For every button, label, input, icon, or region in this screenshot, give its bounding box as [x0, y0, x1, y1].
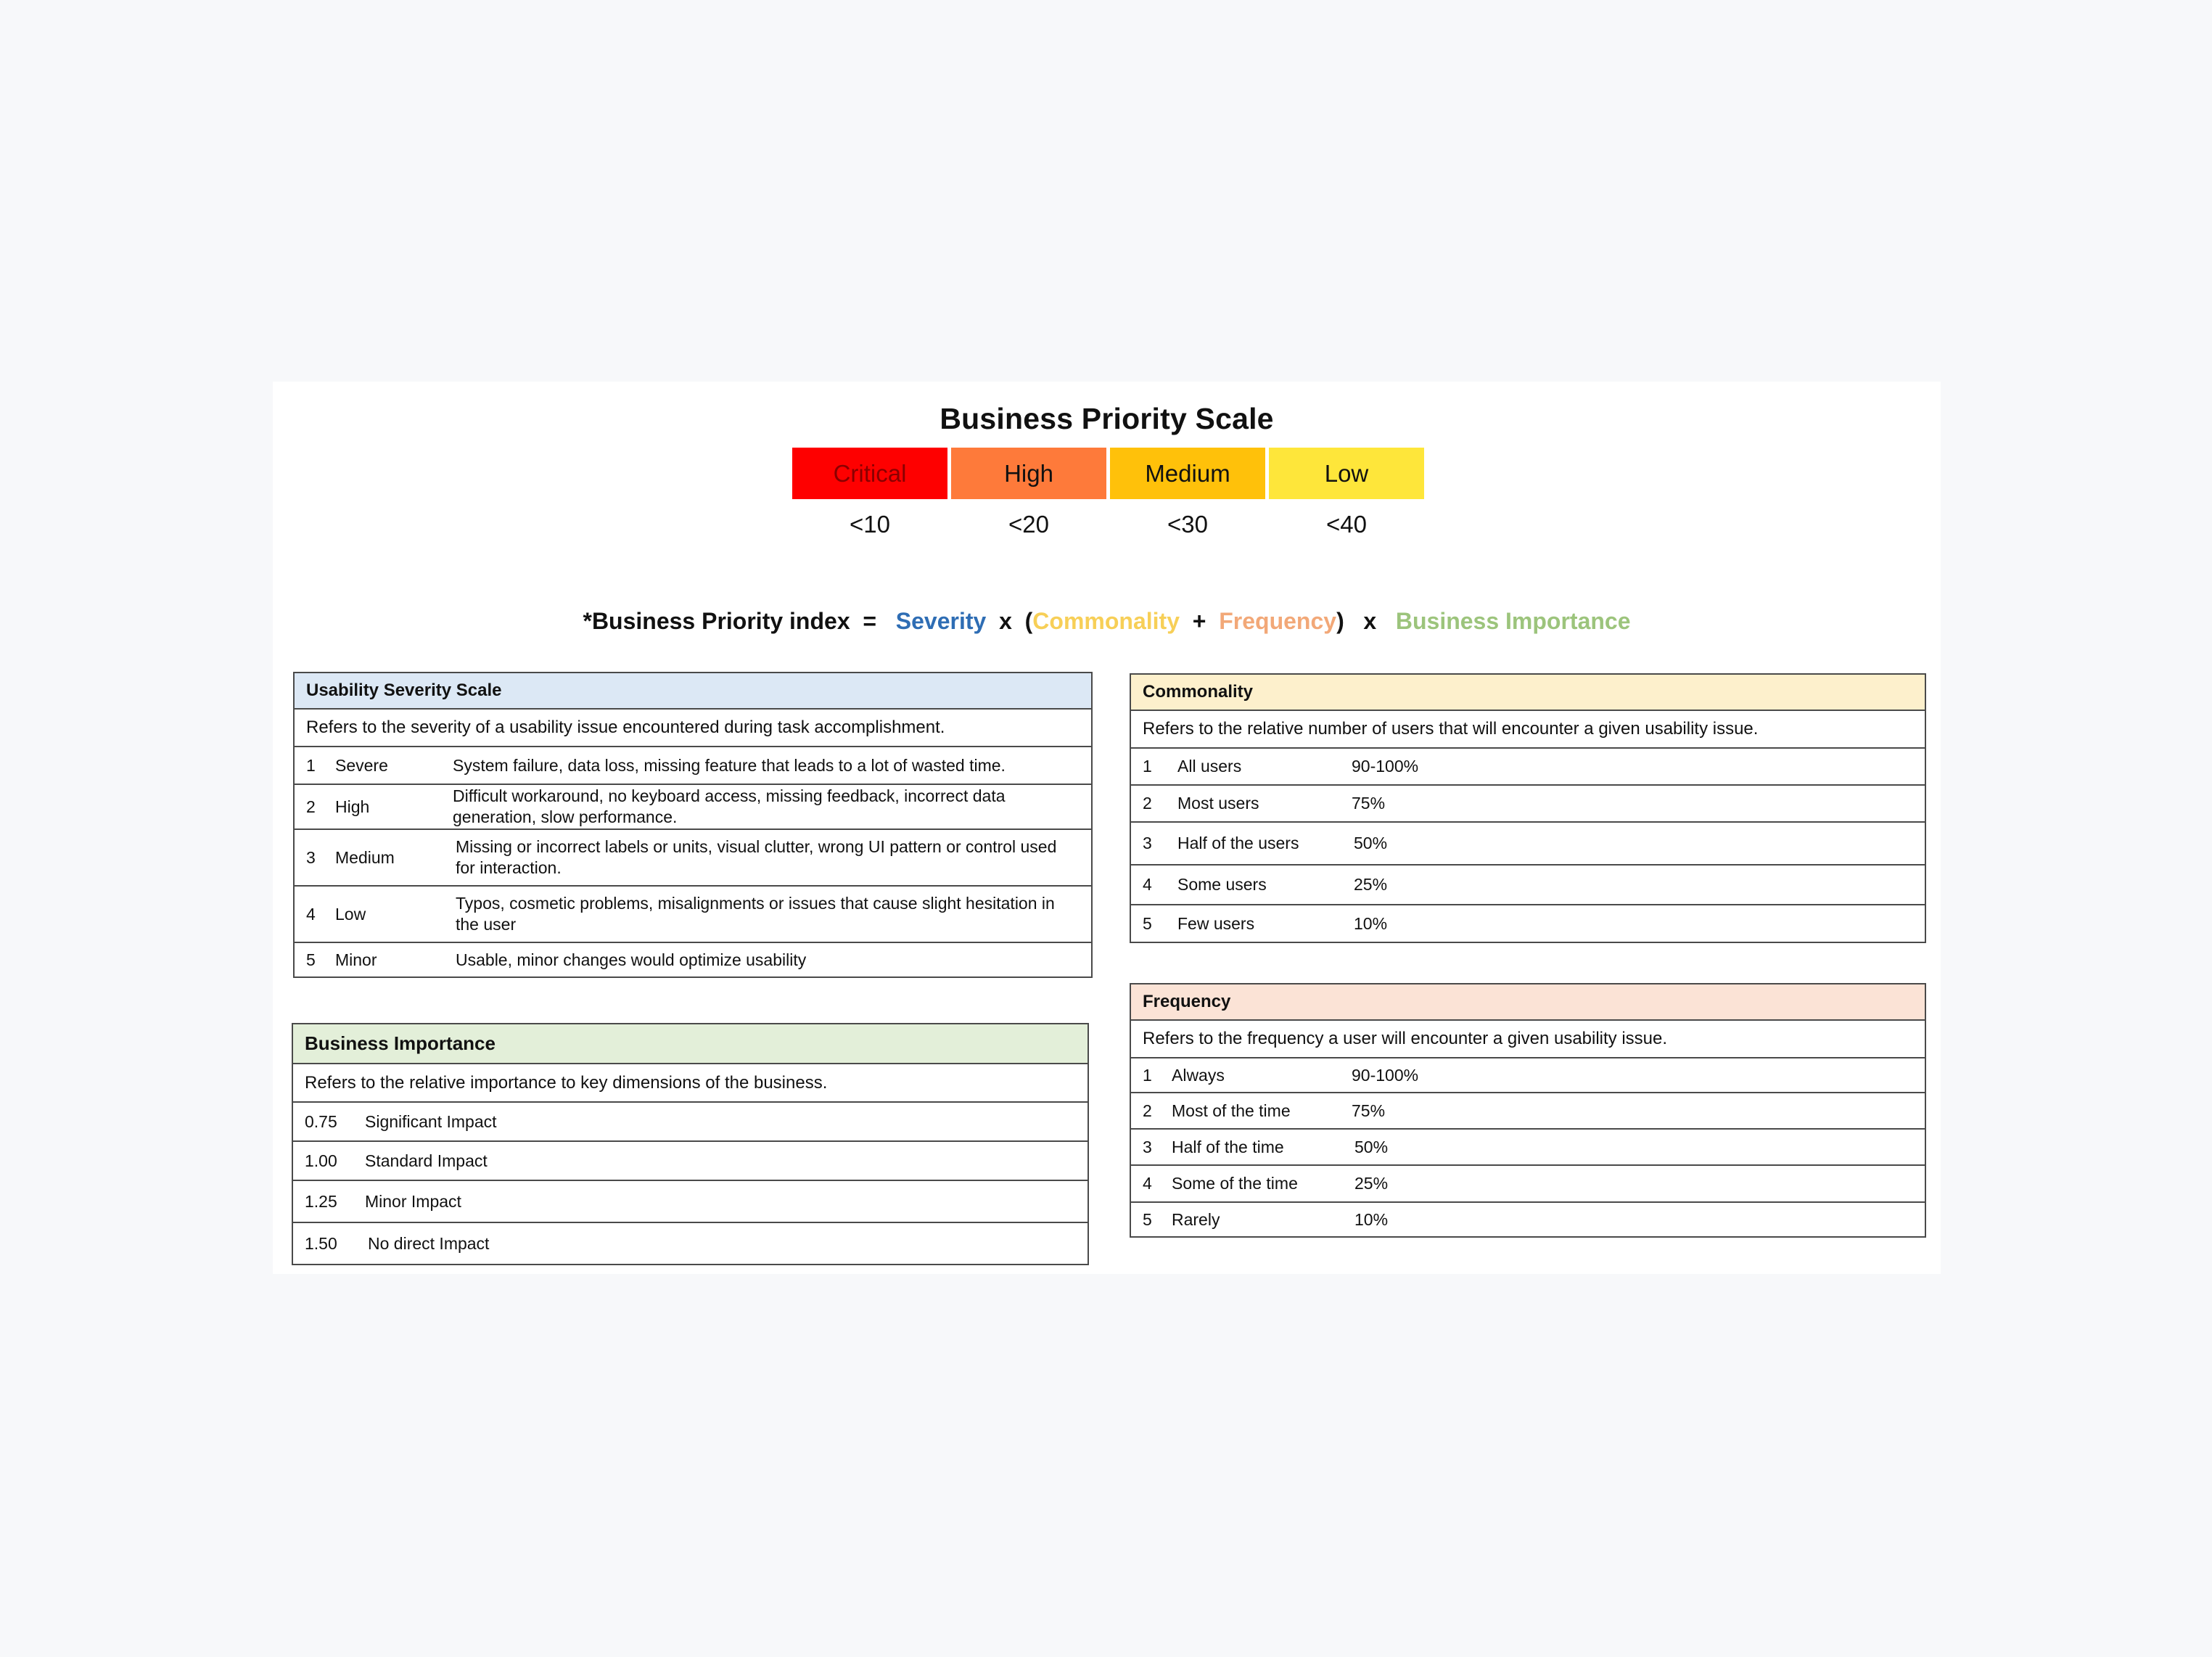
- row-value: 50%: [1354, 834, 1388, 853]
- row-label: Some of the time: [1172, 1174, 1298, 1193]
- row-value: 10%: [1354, 1209, 1389, 1229]
- table-row: [1130, 785, 1925, 822]
- scale-swatch: Critical: [792, 448, 947, 499]
- severity-table: [293, 672, 1093, 978]
- table-header: Usability Severity Scale: [294, 673, 1092, 709]
- commonality-table: [1130, 673, 1926, 943]
- table-row: [1130, 1093, 1925, 1129]
- scale-swatch: Low: [1269, 448, 1424, 499]
- priority-scale: [792, 448, 1424, 538]
- scale-low: [1269, 448, 1424, 538]
- formula-commonality: Commonality: [1032, 608, 1180, 634]
- row-label: Severe: [335, 755, 388, 775]
- table-row: [294, 886, 1092, 942]
- priority-scale-sheet: [273, 382, 1941, 1274]
- row-value: 90-100%: [1352, 1065, 1419, 1085]
- row-label: Minor: [335, 950, 377, 969]
- table-row: [292, 1141, 1088, 1180]
- row-value: Typos, cosmetic problems, misalignments or issues that cause slight hesitation in the user: [456, 894, 1055, 934]
- formula-times: x: [999, 608, 1012, 634]
- row-label: Always: [1172, 1065, 1225, 1085]
- row-number: 2: [1143, 794, 1152, 813]
- row-number: 2: [306, 797, 316, 816]
- row-number: 1: [1143, 1065, 1152, 1085]
- table-description: Refers to the frequency a user will encounter a given usability issue.: [1130, 1020, 1925, 1058]
- row-label: High: [335, 797, 370, 816]
- formula-times: x: [1363, 608, 1377, 634]
- row-value: Usable, minor changes would optimize usability: [456, 950, 807, 969]
- row-value: 50%: [1354, 1137, 1389, 1156]
- priority-formula: [273, 608, 1941, 635]
- row-value: 90-100%: [1352, 757, 1419, 776]
- table-row: [294, 784, 1092, 829]
- table-header: Business Importance: [292, 1024, 1088, 1064]
- table-description: Refers to the relative number of users that will encounter a given usability issue.: [1130, 710, 1925, 748]
- table-row: [1130, 1202, 1925, 1237]
- row-value: Missing or incorrect labels or units, visual clutter, wrong UI pattern or control used for interaction.: [456, 837, 1057, 877]
- row-value: 25%: [1354, 875, 1388, 895]
- scale-high: [951, 448, 1106, 538]
- row-label: Few users: [1177, 913, 1255, 933]
- table-row: [292, 1102, 1088, 1141]
- row-value: 25%: [1354, 1174, 1389, 1193]
- scale-swatch: Medium: [1110, 448, 1265, 499]
- table-header: Commonality: [1130, 674, 1925, 710]
- table-row: [1130, 1165, 1925, 1202]
- row-label: Rarely: [1172, 1209, 1220, 1229]
- table-row: [294, 747, 1092, 784]
- scale-threshold: <20: [1008, 511, 1049, 538]
- row-value: 75%: [1352, 794, 1386, 813]
- table-row: [1130, 1058, 1925, 1093]
- row-number: 1: [306, 755, 316, 775]
- row-value: 10%: [1354, 913, 1388, 933]
- page-title: Business Priority Scale: [940, 402, 1274, 435]
- row-value: 75%: [1352, 1101, 1386, 1120]
- formula-business-importance: Business Importance: [1395, 608, 1631, 634]
- scale-threshold: <40: [1326, 511, 1367, 538]
- formula-close-paren: ): [1336, 608, 1344, 634]
- table-description: Refers to the relative importance to key dimensions of the business.: [292, 1064, 1088, 1102]
- formula-frequency: Frequency: [1219, 608, 1337, 634]
- row-label: Medium: [335, 847, 395, 867]
- row-number: 2: [1143, 1101, 1152, 1120]
- table-row: [292, 1222, 1088, 1265]
- row-number: 1.25: [305, 1191, 337, 1211]
- formula-prefix: *Business Priority index: [583, 608, 850, 634]
- scale-swatch: High: [951, 448, 1106, 499]
- row-number: 4: [1143, 875, 1152, 894]
- row-number: 1.50: [305, 1233, 337, 1253]
- row-label: Most users: [1177, 794, 1259, 813]
- row-label: All users: [1177, 757, 1242, 776]
- business-importance-table: [292, 1023, 1089, 1265]
- row-number: 1.00: [305, 1151, 337, 1170]
- row-label: Some users: [1177, 875, 1267, 894]
- table-row: [1130, 1129, 1925, 1165]
- formula-equals: =: [863, 608, 877, 634]
- row-label: Half of the time: [1172, 1137, 1284, 1156]
- row-label: Standard Impact: [365, 1151, 488, 1170]
- row-label: Significant Impact: [365, 1111, 497, 1131]
- row-label: Minor Impact: [365, 1191, 461, 1211]
- row-value: System failure, data loss, missing feature that leads to a lot of wasted time.: [453, 755, 1006, 775]
- row-number: 3: [1143, 1137, 1152, 1156]
- scale-critical: [792, 448, 947, 538]
- row-number: 1: [1143, 757, 1152, 776]
- row-number: 5: [306, 950, 316, 969]
- table-row: [1130, 748, 1925, 785]
- scale-medium: [1110, 448, 1265, 538]
- row-number: 3: [1143, 834, 1152, 852]
- table-row: [1130, 822, 1925, 865]
- table-row: [1130, 905, 1925, 942]
- row-value: Difficult workaround, no keyboard access, missing feedback, incorrect data generation, slow performance.: [453, 786, 1006, 826]
- row-number: 3: [306, 847, 316, 867]
- row-number: 5: [1143, 1209, 1152, 1229]
- row-label: No direct Impact: [368, 1233, 490, 1253]
- row-label: Low: [335, 904, 366, 924]
- formula-open-paren: (: [1024, 608, 1033, 634]
- frequency-table: [1130, 983, 1926, 1238]
- row-number: 4: [1143, 1174, 1152, 1193]
- table-description: Refers to the severity of a usability issue encountered during task accomplishment.: [294, 709, 1092, 747]
- scale-threshold: <10: [850, 511, 890, 538]
- row-label: Half of the users: [1177, 834, 1299, 852]
- scale-threshold: <30: [1167, 511, 1208, 538]
- table-row: [292, 1180, 1088, 1222]
- table-row: [294, 942, 1092, 977]
- row-number: 5: [1143, 913, 1152, 933]
- formula-plus: +: [1192, 608, 1206, 634]
- table-row: [1130, 865, 1925, 905]
- row-number: 0.75: [305, 1111, 337, 1131]
- table-row: [294, 829, 1092, 886]
- table-header: Frequency: [1130, 984, 1925, 1020]
- formula-severity: Severity: [895, 608, 987, 634]
- row-label: Most of the time: [1172, 1101, 1291, 1120]
- row-number: 4: [306, 904, 316, 924]
